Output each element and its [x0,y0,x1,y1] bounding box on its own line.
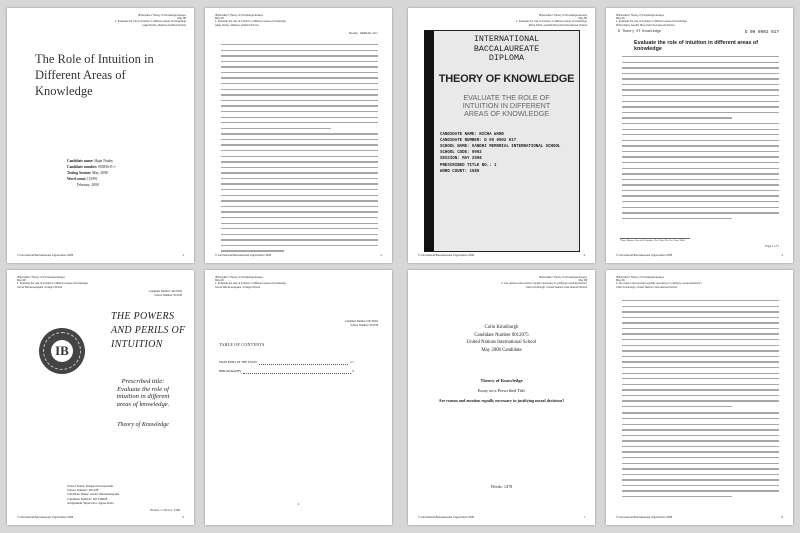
header-line: Colin Kinniburgh, United Nations International School [525,285,587,289]
footer-copyright: © International Baccalaureate Organization 2008 [17,516,74,519]
header-line: IB Excellent Theory of Knowledge Essays [539,14,587,17]
essay-heading: Evaluate the role of intuition in different areas of knowledge [634,40,759,52]
essay-type: Essay on a Prescribed Title [477,388,526,393]
cover-sub-line: INTUITION IN DIFFERENT [462,100,551,110]
school-info [67,484,119,505]
toc-page: 8 [352,369,354,373]
header-line: IB Excellent Theory of Knowledge Essays [616,14,664,17]
footer-page-number: 5 [182,516,184,519]
ib-logo [39,328,85,374]
essay-title: The Role of Intuition in Different Areas of Knowledge [35,52,154,98]
footer-copyright: © International Baccalaureate Organization 2008 [616,516,673,519]
footer-page-number: 1 [182,254,184,257]
header-line: 2. Are reason and emotion equally necessary in justifying moral decisions? [616,282,702,286]
header-line: 1. Evaluate the role of intuition in different areas of knowledge [616,20,687,24]
info-line: Candidate Number: 001/0263 [148,290,182,293]
word-count: Number of Words: 1599 [150,508,180,512]
prescribed-title [103,378,183,408]
meta-value: 000816-0×× [98,165,117,169]
info-line: Assignment Supervisor: Agnes Kula [67,500,114,505]
title-line: THE POWERS [111,311,175,322]
body-text [221,44,378,256]
document-page-5[interactable] [7,270,194,525]
header-line: 1. Evaluate the role of intuition in different areas of knowledge [115,20,186,24]
header-line: May 08 [215,17,224,21]
subtitle-line: intuition in different [116,393,170,401]
header-line: Aruna Wikramanayake, Kotagiri School [17,285,63,289]
subtitle-line: areas of knowledge. [116,400,170,408]
candidate-number: D 00 0902 017 [744,30,779,35]
page-header [17,276,88,289]
footer-copyright: © International Baccalaureate Organization 2008 [17,254,74,257]
word-count: Words: 1478 [490,484,513,489]
page-footer [17,516,184,519]
meta-label: Candidate name: [67,159,94,163]
subtitle-line: Evaluate the role of [117,385,169,393]
footer-copyright: © International Baccalaureate Organization 2008 [616,254,673,257]
page-footer [418,254,585,257]
page-header [501,276,587,289]
info-line: Candidate Number: 001328028 [67,496,108,501]
title-line: INTUITION [111,339,163,350]
course-label: D Theory Of Knowledge [618,30,661,34]
meta-value: [1599] [87,177,97,181]
info-line: School Number: 001328 [67,488,99,493]
meta-label: Word count: [67,177,87,181]
header-line: Colin Kinniburgh, United Nations International School [616,285,678,289]
meta-value: May, 2008 [92,171,108,175]
toc-title: TABLE OF CONTENTS [219,342,265,347]
footer-page-number: 4 [781,254,783,257]
cover-prescribed-title [434,94,579,118]
cover-heading [434,35,579,64]
page-header [516,14,587,27]
footer-page-number: 2 [380,254,382,257]
meta-value: Hajar Nouby [94,159,114,163]
document-page-6[interactable] [205,270,392,525]
cover-field: CANDIDATE NAME: RICHA WARD [440,132,504,137]
cover-field: SCHOOL NAME: GANDHI MEMORIAL INTERNATIONAL SCHOOL [440,144,561,149]
info-line: School Number: 001328 [154,293,182,297]
toc-page: 2-7 [350,360,354,364]
header-line: IB Excellent Theory of Knowledge Essays [138,14,186,17]
essay-question: Are reason and emotion equally necessary in justifying moral decisions? [438,398,565,403]
cover-field: PRESCRIBED TITLE NO.: 1 [440,163,497,168]
toc-leader [259,358,348,365]
page-footer [616,516,783,519]
footer-copyright: © International Baccalaureate Organization 2008 [418,516,475,519]
document-page-8[interactable] [606,270,793,525]
info-line: Candidate Name: Aruna Wikramanayake [67,492,120,497]
header-line: IB Excellent Theory of Knowledge Essays [215,14,263,17]
document-page-3[interactable] [408,8,595,263]
toc-entry[interactable] [219,367,354,376]
header-line: 1. Evaluate the role of intuition in different areas of knowledge [215,282,286,286]
footer-page-number: 3 [583,254,585,257]
toc-label: BIBLIOGRAPHY [219,369,242,373]
meta-label: Testing Session: [67,171,92,175]
footer-copyright: © International Baccalaureate Organization 2008 [418,254,475,257]
header-line: Richa Ward, Gandhi Memorial International School [528,23,587,27]
session: May 2008 Candidate [481,347,522,353]
header-line: May 08 [578,17,587,21]
header-line: May 08 [215,279,224,283]
cover-field: SESSION: MAY 2008 [440,157,482,162]
cover-sub-line: EVALUATE THE ROLE OF [463,92,550,102]
document-page-1[interactable] [7,8,194,263]
logo-text: IB [55,343,69,358]
header-line: Aruna Wikramanayake, Kotagiri School [215,285,261,289]
page-header [616,14,687,27]
header-line: Richa Ward, Gandhi Memorial International School [616,23,675,27]
cover-sub-line: AREAS OF KNOWLEDGE [463,108,550,118]
candidate-id: Nouby 000816-0×× [349,32,378,35]
header-line: IB Excellent Theory of Knowledge Essays [215,276,263,279]
page-header [115,14,186,27]
document-page-4[interactable] [606,8,793,263]
header-line: IB Excellent Theory of Knowledge Essays [539,276,587,279]
page-number-label: Page 1 of 7 [765,244,779,248]
header-line: 1. Evaluate the role of intuition in different areas of knowledge [17,282,88,286]
cover-heading-line: DIPLOMA [488,53,525,63]
header-line: 1. Evaluate the role of intuition in different areas of knowledge [215,20,286,24]
header-line: May 08 [616,279,625,283]
subtitle-line: Prescribed title: [121,378,165,385]
cover-title: THEORY OF KNOWLEDGE [438,72,575,85]
page-header [616,276,702,289]
header-line: IB Excellent Theory of Knowledge Essays [17,276,65,279]
page-header [215,276,286,289]
info-line: School Number: 001328 [350,323,378,327]
header-line: May 08 [177,17,186,21]
page-footer [215,254,382,257]
page-number-label: 2 [297,502,300,506]
subject-label: Theory of Knowledge [480,378,523,383]
footnote-rule [620,238,690,239]
subject-label: Theory of Knowledge [117,422,169,428]
header-line: 2. Are reason and emotion equally necessary in justifying moral decisions? [501,282,587,286]
page-footer [418,516,585,519]
header-line: 1. Evaluate the role of intuition in different areas of knowledge [516,20,587,24]
meta-label: Candidate number: [67,165,98,169]
cover-sheet [424,30,580,252]
footer-page-number: 8 [781,516,783,519]
footer-copyright: © International Baccalaureate Organization 2008 [215,254,272,257]
header-line: Hajar Nouby, Maheen Guliford School [142,23,186,27]
cover-heading-line: BACCALAUREATE [473,43,540,54]
candidate-block [408,324,595,354]
cover-heading-line: INTERNATIONAL [473,34,540,44]
candidate-meta [67,158,116,188]
title-line: AND PERILS OF [111,325,186,336]
cover-field: WORD COUNT: 1580 [440,169,480,174]
header-line: IB Excellent Theory of Knowledge Essays [616,276,664,279]
cover-field: CANDIDATE NUMBER: D 00 0902 017 [440,138,517,143]
toc-label: MAIN BODY OF THE ESSAY [219,360,258,364]
page-footer [17,254,184,257]
header-line: May 08 [578,279,587,283]
candidate-name: Colin Kinniburgh [484,325,519,330]
cover-fields [440,132,575,175]
info-line: School Name: Kingston Europaeum [67,484,114,488]
page-header [215,14,286,27]
body-text [622,56,779,223]
essay-date: February, 2008 [77,183,99,187]
candidate-info [149,290,182,297]
document-page-2[interactable] [205,8,392,263]
document-page-7[interactable] [408,270,595,525]
school-name: United Nations International School [466,340,537,346]
candidate-number: Candidate Number 0012075 [474,332,529,338]
header-line: Hajar Nouby, Maheen Guliford School [215,23,259,27]
candidate-info [345,320,378,327]
page-footer [616,254,783,257]
toc-leader [243,367,350,374]
footer-page-number: 7 [583,516,585,519]
cover-field: SCHOOL CODE: 0902 [440,151,482,156]
header-line: May 08 [17,279,26,283]
toc-entry[interactable] [219,358,354,367]
handwritten-title [111,310,185,352]
info-line: Candidate Number: 001/0263 [344,320,378,323]
body-text [622,300,779,502]
table-of-contents [219,358,354,376]
footnote: ¹ Hunt, Morton. How to Be Intuitive. New York: The Free Press, 2004. [620,240,685,242]
header-line: May 08 [616,17,625,21]
